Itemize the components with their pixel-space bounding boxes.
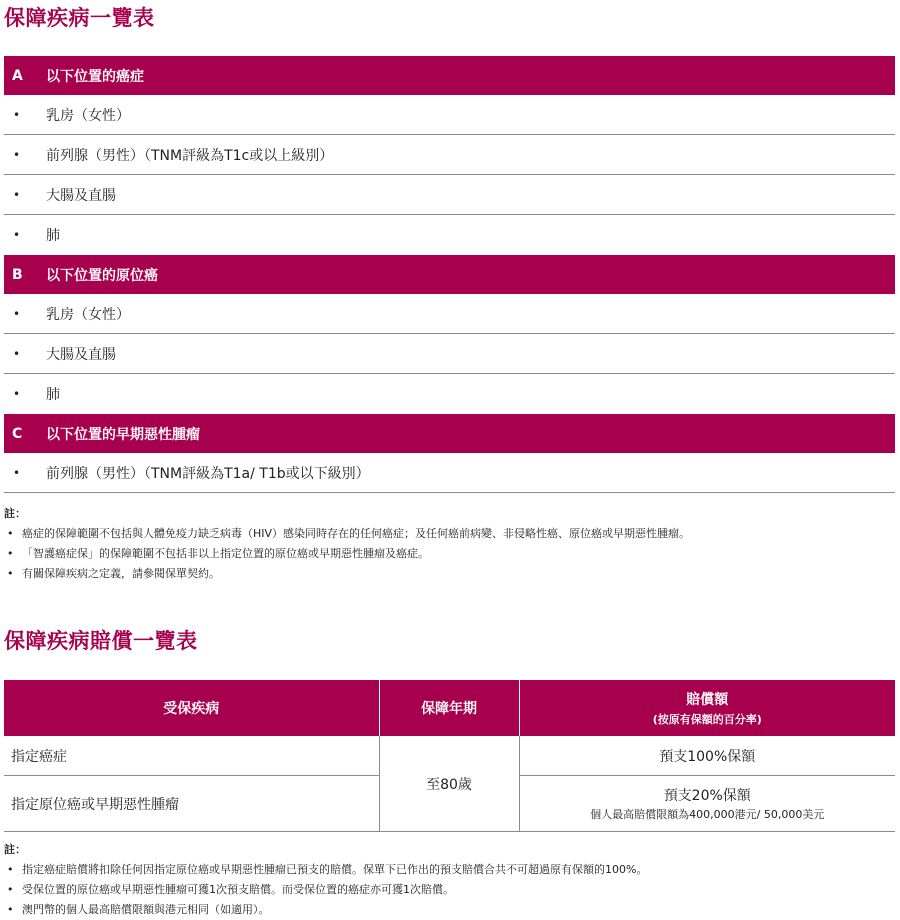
- bullet-icon: •: [13, 346, 21, 361]
- section-title-claims: 保障疾病賠償一覽表: [4, 629, 198, 653]
- category-a-header: [4, 56, 895, 95]
- list-item: [4, 374, 895, 414]
- note-item: [4, 860, 894, 880]
- category-c-header: [4, 414, 895, 453]
- list-item: [4, 175, 895, 215]
- bullet-icon: •: [13, 228, 21, 242]
- category-title: 以下位置的原位癌: [46, 267, 158, 284]
- list-item-label: 乳房（女性）: [46, 107, 130, 124]
- table-row: [4, 736, 895, 776]
- column-header-amount-sub: (按原有保額的百分率): [652, 713, 762, 726]
- notes-heading: 註：: [4, 507, 26, 520]
- bullet-icon: •: [13, 465, 21, 480]
- bullet-icon: •: [7, 903, 14, 916]
- column-header-illness: 受保疾病: [4, 680, 379, 736]
- list-item-label: 肺: [46, 228, 60, 244]
- list-item-label: 前列腺（男性）（TNM評級為T1a/ T1b或以下級別）: [46, 465, 370, 482]
- column-header-amount: [519, 680, 895, 736]
- note-text: 「智護癌症保」的保障範圍不包括非以上指定位置的原位癌或早期惡性腫瘤及癌症。: [22, 547, 429, 560]
- note-text: 澳門幣的個人最高賠償限額與港元相同（如適用）。: [22, 903, 270, 916]
- note-text: 有關保障疾病之定義，請參閱保單契約。: [22, 567, 220, 580]
- category-letter: C: [12, 425, 23, 442]
- bullet-icon: •: [13, 306, 21, 321]
- list-item-label: 前列腺（男性）（TNM評級為T1c或以上級別）: [46, 147, 334, 164]
- cell-illness: 指定癌症: [4, 736, 379, 776]
- category-title: 以下位置的癌症: [46, 68, 144, 85]
- note-item: [4, 564, 894, 584]
- note-item: [4, 544, 894, 564]
- cell-amount: [519, 736, 895, 776]
- table-header-row: [4, 680, 895, 736]
- column-header-amount-label: 賠償額: [686, 692, 729, 708]
- cell-amount-value: 預支100%保額: [659, 748, 756, 765]
- list-item-label: 大腸及直腸: [46, 346, 116, 363]
- cell-illness: 指定原位癌或早期惡性腫瘤: [4, 776, 379, 832]
- list-item: [4, 453, 895, 493]
- bullet-icon: •: [7, 567, 14, 580]
- list-item-label: 大腸及直腸: [46, 187, 116, 204]
- notes-heading: 註：: [4, 843, 26, 856]
- column-header-term: 保障年期: [379, 680, 519, 736]
- list-item: [4, 334, 895, 374]
- section-title-covered-illnesses: 保障疾病一覽表: [4, 6, 155, 30]
- note-text: 癌症的保障範圍不包括與人體免疫力缺乏病毒（HIV）感染同時存在的任何癌症；及任何癌前病變、非侵略性癌、原位癌或早期惡性腫瘤。: [22, 527, 691, 540]
- list-item: [4, 294, 895, 334]
- covered-illness-list: [4, 56, 895, 493]
- note-item: [4, 900, 894, 920]
- list-item: [4, 95, 895, 135]
- note-item: [4, 524, 894, 544]
- list-item: [4, 215, 895, 255]
- list-item: [4, 135, 895, 175]
- bullet-icon: •: [7, 883, 14, 896]
- claims-notes: [4, 840, 894, 920]
- category-b-header: [4, 255, 895, 294]
- category-letter: A: [12, 67, 23, 84]
- bullet-icon: •: [7, 547, 14, 560]
- cell-amount-sub: 個人最高賠償限額為400,000港元/ 50,000美元: [590, 808, 825, 821]
- cell-term: 至80歲: [379, 736, 519, 832]
- bullet-icon: •: [13, 107, 21, 122]
- claims-table: [4, 680, 895, 832]
- note-text: 指定癌症賠償將扣除任何因指定原位癌或早期惡性腫瘤已預支的賠償。保單下已作出的預支賠償合共不可超過原有保額的100%。: [22, 863, 648, 876]
- bullet-icon: •: [13, 187, 21, 202]
- bullet-icon: •: [7, 527, 14, 540]
- category-letter: B: [12, 266, 23, 283]
- cell-amount-value: 預支20%保額: [663, 788, 751, 804]
- covered-illness-notes: [4, 504, 894, 584]
- bullet-icon: •: [13, 387, 21, 401]
- bullet-icon: •: [13, 147, 21, 162]
- list-item-label: 肺: [46, 387, 60, 403]
- category-title: 以下位置的早期惡性腫瘤: [46, 426, 200, 443]
- note-text: 受保位置的原位癌或早期惡性腫瘤可獲1次預支賠償。而受保位置的癌症亦可獲1次賠償。: [22, 883, 454, 896]
- cell-amount: [519, 776, 895, 832]
- bullet-icon: •: [7, 863, 14, 876]
- list-item-label: 乳房（女性）: [46, 306, 130, 323]
- note-item: [4, 880, 894, 900]
